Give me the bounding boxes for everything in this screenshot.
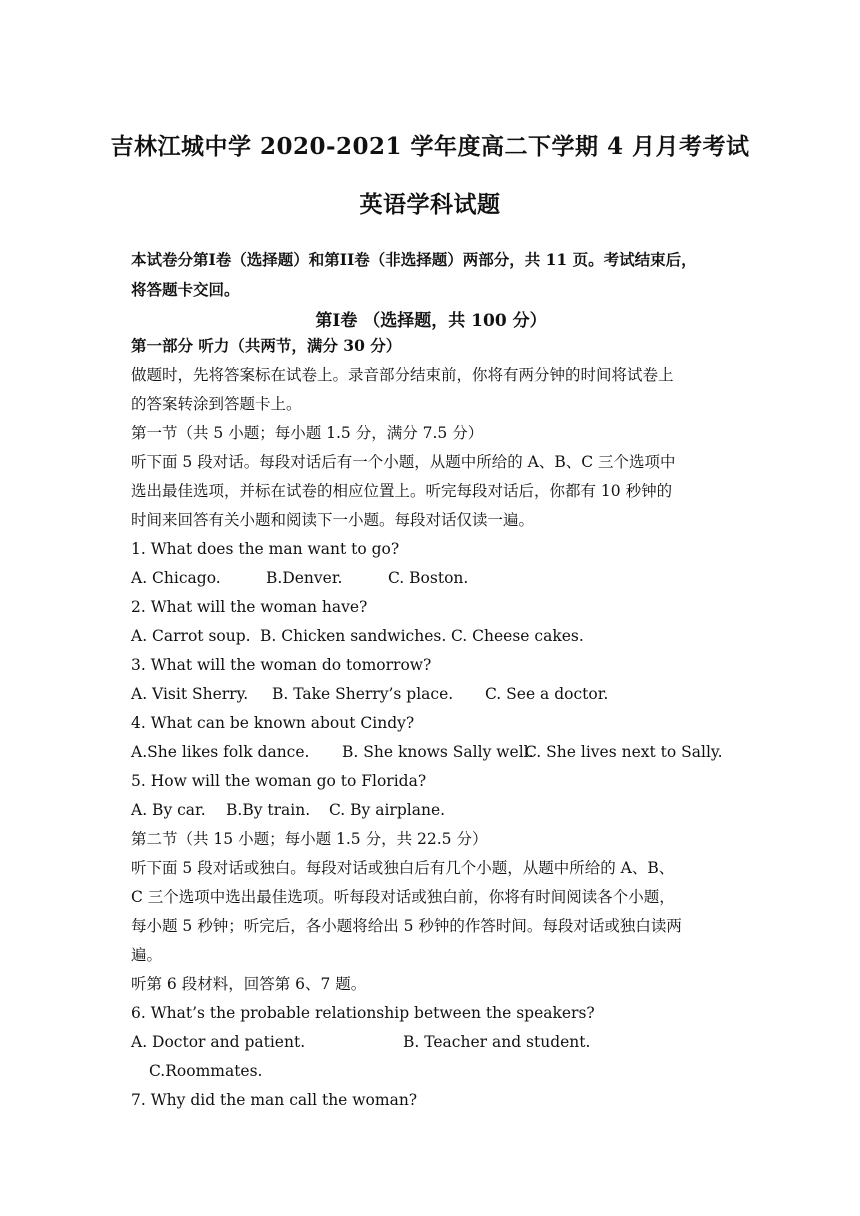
option-c: C. Cheese cakes. <box>451 627 584 645</box>
question-5-options <box>131 800 445 820</box>
option-c: C. She lives next to Sally. <box>525 743 723 761</box>
section1-instr-2: 选出最佳选项，并标在试卷的相应位置上。听完每段对话后，你都有 10 秒钟的 <box>131 482 673 500</box>
option-c: C. Boston. <box>388 569 469 587</box>
option-b: B.By train. <box>226 801 311 819</box>
section1-instr-1: 听下面 5 段对话。每段对话后有一个小题，从题中所给的 A、B、C 三个选项中 <box>131 453 676 471</box>
option-a: A. Carrot soup. <box>131 627 251 645</box>
exam-title: 吉林江城中学 2020-2021 学年度高二下学期 4 月月考考试 <box>110 133 750 160</box>
part1-instr-2: 的答案转涂到答题卡上。 <box>131 395 302 413</box>
option-c: C. By airplane. <box>329 801 446 819</box>
option-b: B. Take Sherry’s place. <box>272 685 454 703</box>
option-a: A. Chicago. <box>131 569 221 587</box>
question-5: 5. How will the woman go to Florida? <box>131 772 427 790</box>
question-7: 7. Why did the man call the woman? <box>131 1091 418 1109</box>
section1-heading: 第一节（共 5 小题；每小题 1.5 分，满分 7.5 分） <box>131 424 484 442</box>
option-b: B. Teacher and student. <box>403 1033 591 1051</box>
option-a: A. Doctor and patient. <box>131 1033 306 1051</box>
section2-instr-1: 听下面 5 段对话或独白。每段对话或独白后有几个小题，从题中所给的 A、B、 <box>131 859 675 877</box>
intro-line-1: 本试卷分第I卷（选择题）和第II卷（非选择题）两部分，共 11 页。考试结束后， <box>131 250 697 269</box>
question-1: 1. What does the man want to go? <box>131 540 400 558</box>
question-6-options <box>131 1032 590 1052</box>
option-a: A. By car. <box>131 801 206 819</box>
option-c: C. See a doctor. <box>485 685 609 703</box>
exam-subtitle: 英语学科试题 <box>359 191 501 218</box>
question-6-option-c: C.Roommates. <box>149 1062 263 1080</box>
question-3-options <box>131 684 608 704</box>
intro-line-2: 将答题卡交回。 <box>131 280 240 299</box>
question-2-options <box>131 626 584 646</box>
section2-instr-4: 遍。 <box>131 946 163 964</box>
section2-instr-3: 每小题 5 秒钟；听完后，各小题将给出 5 秒钟的作答时间。每段对话或独白读两 <box>131 917 682 935</box>
option-b: B. Chicken sandwiches. <box>260 627 447 645</box>
option-b: B.Denver. <box>266 569 343 587</box>
section2-instr-2: C 三个选项中选出最佳选项。听每段对话或独白前，你将有时间阅读各个小题， <box>131 888 675 906</box>
option-a: A.She likes folk dance. <box>131 743 310 761</box>
part1-heading: 第一部分 听力（共两节，满分 30 分） <box>131 336 402 355</box>
section1-instr-3: 时间来回答有关小题和阅读下一小题。每段对话仅读一遍。 <box>131 511 535 529</box>
option-b: B. She knows Sally well. <box>342 743 534 761</box>
material-note: 听第 6 段材料，回答第 6、7 题。 <box>131 975 367 993</box>
question-6: 6. What’s the probable relationship between the speakers? <box>131 1004 595 1022</box>
section2-heading: 第二节（共 15 小题；每小题 1.5 分，共 22.5 分） <box>131 830 488 848</box>
part1-instr-1: 做题时，先将答案标在试卷上。录音部分结束前，你将有两分钟的时间将试卷上 <box>131 366 674 384</box>
question-4-options <box>131 742 723 762</box>
option-a: A. Visit Sherry. <box>131 685 249 703</box>
question-1-options <box>131 568 468 588</box>
question-4: 4. What can be known about Cindy? <box>131 714 415 732</box>
question-3: 3. What will the woman do tomorrow? <box>131 656 432 674</box>
volume-heading: 第I卷 （选择题，共 100 分） <box>315 311 547 331</box>
question-2: 2. What will the woman have? <box>131 598 368 616</box>
